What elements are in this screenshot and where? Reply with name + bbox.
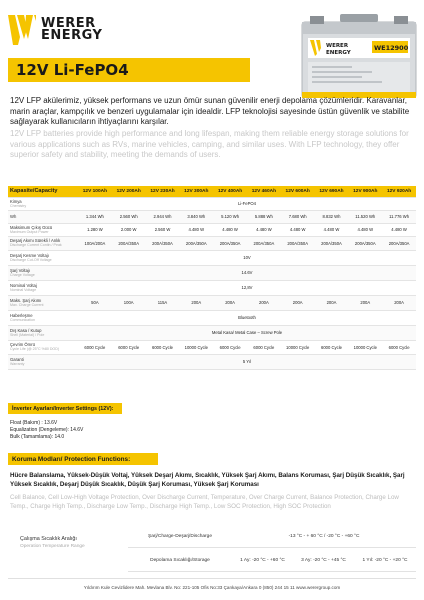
intro-english: 12V LFP batteries provide high performance and long lifespan, making them reliable energy storage solutions for various applications such as RVs, marine vehicles, camping, and similar uses. With LFP technology, they offer superior safety and stability, meeting the demands of users. xyxy=(10,129,409,159)
warranty-value: 5 Yıl xyxy=(78,354,416,369)
charge-voltage-value: 14.6V xyxy=(78,265,416,280)
header-cap: 12V 300Ah xyxy=(179,186,213,197)
power-cell: 4.480 W xyxy=(281,223,315,236)
row-label: Nominal Voltaj Nominal Voltage xyxy=(8,280,78,295)
header-cap: 12V 600Ah xyxy=(281,186,315,197)
power-cell: 4.480 W xyxy=(247,223,281,236)
row-chemistry xyxy=(8,197,416,210)
row-charge-voltage xyxy=(8,265,416,280)
power-cell: 4.480 W xyxy=(315,223,349,236)
communication-value: Bluetooth xyxy=(78,310,416,325)
footer-contact: Yıldırım Kule Cevizlidere Mah. Mevlana Blv. No: 221-105 Ofis No:33 Çankaya/Ankara 0 (850) 244 15 11 www.werergroup.com xyxy=(83,585,341,590)
header-cap: 12V 460Ah xyxy=(247,186,281,197)
wh-cell: 2.944 Wh xyxy=(146,210,180,223)
temperature-row-charge xyxy=(128,526,416,548)
row-shell-pole xyxy=(8,325,416,340)
row-label: Wh xyxy=(8,210,78,223)
temperature-label-tr: Çalışma Sıcaklık Aralığı xyxy=(20,536,77,542)
footer-divider xyxy=(8,578,416,579)
discharge-cell: 200A/350A xyxy=(281,236,315,250)
row-nominal-voltage xyxy=(8,280,416,295)
battery-model: WE12900 xyxy=(374,44,409,52)
product-title: 12V Li-FePO4 xyxy=(16,61,129,79)
cycle-cell: 6000 Cycle xyxy=(382,340,416,354)
spec-table xyxy=(8,186,416,370)
row-cutoff-voltage xyxy=(8,250,416,265)
power-cell: 4.480 W xyxy=(382,223,416,236)
row-label: Çevrim Ömrü Cycle Life (@ 25°C %80 DOD) xyxy=(8,340,78,354)
row-charge-current xyxy=(8,295,416,310)
cycle-cell: 6000 Cycle xyxy=(247,340,281,354)
header-capacity: Kapasite/Capacity xyxy=(8,186,78,197)
wh-cell: 5.888 Wh xyxy=(247,210,281,223)
power-cell: 1.280 W xyxy=(78,223,112,236)
protection-text-english: Cell Balance, Cell Low-High Voltage Protection, Over Discharge Current, Temperature, Over Charge Current, Balance Protection, Charge Low Temp., Charge High Temp., Discharge Low Temp., Discharge High Temp., Low SOC Protection, High SOC Protection xyxy=(10,494,399,510)
battery-brand-line1: WERER xyxy=(326,43,349,49)
temperature-value: 1 Ay: -20 °C - +60 °C xyxy=(240,558,285,563)
row-label: Deşarj Kesme Voltajı Discharge Cut-Off Voltage xyxy=(8,250,78,265)
power-cell: 4.480 W xyxy=(348,223,382,236)
cycle-cell: 10000 Cycle xyxy=(179,340,213,354)
row-label: Şarj Voltajı Charge Voltage xyxy=(8,265,78,280)
header-cap: 12V 900Ah xyxy=(348,186,382,197)
cycle-cell: 10000 Cycle xyxy=(348,340,382,354)
inverter-float: Float (Bakım) : 13.6V xyxy=(10,420,58,426)
cycle-cell: 6000 Cycle xyxy=(315,340,349,354)
protection-text-turkish: Hücre Balanslama, Yüksek-Düşük Voltaj, Yüksek Deşarj Akımı, Sıcaklık, Yüksek Şarj Akımı, Balans Koruması, Şarj Düşük Sıcaklık, Şarj Yüksek Sıcaklık, Deşarj Düşük Sıcaklık, Düşük Şarj Koruması, Yüksek Şarj Koruması xyxy=(10,472,405,488)
row-label: Dış Kasa / Kutup Shell (Material) / Pole xyxy=(8,325,78,340)
wh-cell: 1.344 Wh xyxy=(78,210,112,223)
charge-current-cell: 200A xyxy=(247,295,281,310)
row-cycle-life xyxy=(8,340,416,354)
temperature-label xyxy=(8,522,128,574)
brand-logo xyxy=(8,10,138,50)
intro-turkish: 12V LFP akülerimiz, yüksek performans ve uzun ömür sunan güvenilir enerji depolama çözümleridir. Karavanlar, marin araçlar, kampçılık ve benzeri uygulamalar için idealdir. LFP teknolojisi sayesinde üstün güvenlik ve stabilite sağlayarak kullanıcıların ihtiyaçlarını karşılar. xyxy=(10,96,410,126)
row-max-power xyxy=(8,223,416,236)
discharge-cell: 200A/350A xyxy=(146,236,180,250)
discharge-cell: 200A/350A xyxy=(247,236,281,250)
wh-cell: 8.832 Wh xyxy=(315,210,349,223)
header-cap: 12V 400Ah xyxy=(213,186,247,197)
power-cell: 2.000 W xyxy=(112,223,146,236)
spec-header-row xyxy=(8,186,416,197)
header-cap: 12V 200Ah xyxy=(112,186,146,197)
protection-title: Koruma Modları/ Protection Functions: xyxy=(8,453,158,465)
wh-cell: 5.120 Wh xyxy=(213,210,247,223)
shell-pole-value: Metal Kasa/ Metal Case – Screw Pole xyxy=(78,325,416,340)
power-cell: 4.480 W xyxy=(213,223,247,236)
temperature-key: Şarj/Charge-Deşarj/Discharge xyxy=(148,534,212,539)
inverter-bulk: Bulk (Tamamlama): 14.0 xyxy=(10,434,65,440)
charge-current-cell: 200A xyxy=(348,295,382,310)
row-communication xyxy=(8,310,416,325)
w-logo-icon xyxy=(8,15,36,45)
discharge-cell: 200A/350A xyxy=(315,236,349,250)
row-label: Maks. Şarj Akımı Max. Charge Current xyxy=(8,295,78,310)
discharge-cell: 200A/350A xyxy=(179,236,213,250)
temperature-table xyxy=(8,522,416,574)
row-label: Kimya Chemistry xyxy=(8,197,78,210)
power-cell: 4.480 W xyxy=(179,223,213,236)
header-cap: 12V 920Ah xyxy=(382,186,416,197)
cycle-cell: 6000 Cycle xyxy=(213,340,247,354)
inverter-equalization: Equalization (Dengeleme): 14.6V xyxy=(10,427,84,433)
inverter-settings-title: İnverter Ayarları/Inverter Settings (12V): xyxy=(8,403,122,414)
battery-image xyxy=(300,12,418,98)
discharge-cell: 100A/200A xyxy=(78,236,112,250)
inverter-settings xyxy=(10,420,83,441)
temperature-value: 3 Ay: -20 °C - +45 °C xyxy=(301,558,346,563)
header-cap: 12V 100Ah xyxy=(78,186,112,197)
wh-cell: 11.776 Wh xyxy=(382,210,416,223)
row-label: Deşarj Akımı Sürekli / Anlık Discharge Current Contin / Peak xyxy=(8,236,78,250)
charge-current-cell: 200A xyxy=(315,295,349,310)
charge-current-cell: 200A xyxy=(281,295,315,310)
discharge-cell: 200A/350A xyxy=(348,236,382,250)
row-discharge-current xyxy=(8,236,416,250)
power-cell: 2.560 W xyxy=(146,223,180,236)
nominal-voltage-value: 12,8V xyxy=(78,280,416,295)
chemistry-value: Li-FePO4 xyxy=(78,197,416,210)
row-label: Haberleşme Communication xyxy=(8,310,78,325)
temperature-value: 1 Yıl: -20 °C - +20 °C xyxy=(362,558,408,563)
charge-current-cell: 50A xyxy=(78,295,112,310)
discharge-cell: 200A/350A xyxy=(213,236,247,250)
charge-current-cell: 200A xyxy=(382,295,416,310)
brand-name xyxy=(41,18,102,42)
wh-cell: 2.560 Wh xyxy=(112,210,146,223)
row-label: Maksimum Çıkış Gücü Maximum Output Power xyxy=(8,223,78,236)
header-cap: 12V 690Ah xyxy=(315,186,349,197)
wh-cell: 3.840 Wh xyxy=(179,210,213,223)
battery-brand-line2: ENERGY xyxy=(326,50,351,56)
charge-current-cell: 200A xyxy=(213,295,247,310)
brand-line2: ENERGY xyxy=(41,28,103,43)
charge-current-cell: 115A xyxy=(146,295,180,310)
discharge-cell: 200A/350A xyxy=(382,236,416,250)
temperature-grid xyxy=(128,522,416,574)
row-label: Garanti Warranty xyxy=(8,354,78,369)
temperature-value: -13 °C - + 60 °C / -20 °C - +60 °C xyxy=(288,534,360,539)
discharge-cell: 200A/350A xyxy=(112,236,146,250)
row-warranty xyxy=(8,354,416,369)
cycle-cell: 6000 Cycle xyxy=(78,340,112,354)
temperature-key: Depolama Sıcaklığı/Storage xyxy=(150,558,210,563)
temperature-label-en: Operation Temperature Range xyxy=(20,544,85,549)
cycle-cell: 10000 Cycle xyxy=(281,340,315,354)
cycle-cell: 6000 Cycle xyxy=(112,340,146,354)
wh-cell: 7.680 Wh xyxy=(281,210,315,223)
row-wh xyxy=(8,210,416,223)
cutoff-value: 10V xyxy=(78,250,416,265)
cycle-cell: 6000 Cycle xyxy=(146,340,180,354)
brand-line1: WERER xyxy=(41,16,96,31)
header-cap: 12V 230Ah xyxy=(146,186,180,197)
charge-current-cell: 200A xyxy=(179,295,213,310)
temperature-row-storage xyxy=(128,550,416,572)
charge-current-cell: 100A xyxy=(112,295,146,310)
wh-cell: 11.520 Wh xyxy=(348,210,382,223)
